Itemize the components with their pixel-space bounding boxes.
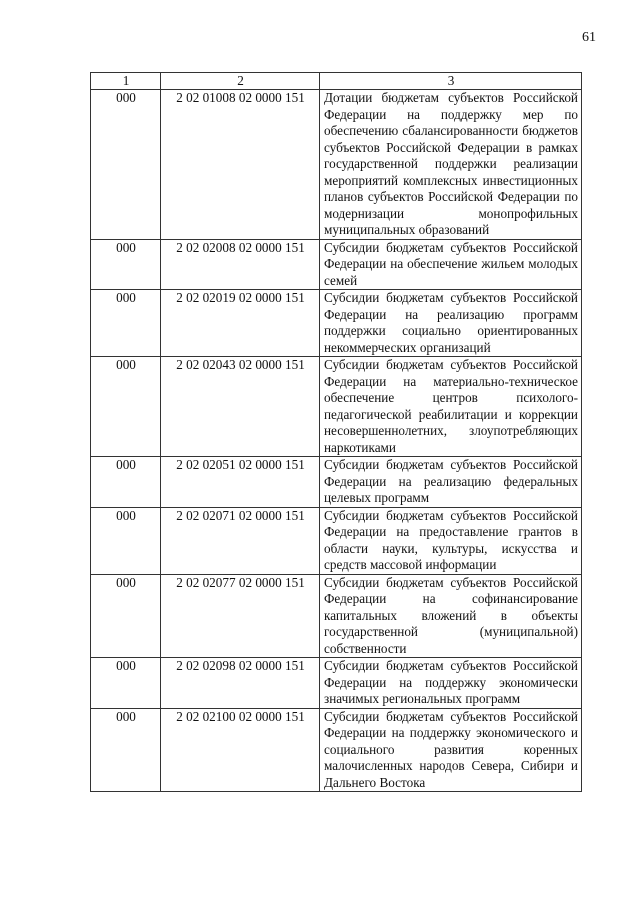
table-row xyxy=(91,457,582,508)
budget-code-cell: 2 02 01008 02 0000 151 xyxy=(161,90,320,240)
admin-code-cell: 000 xyxy=(91,290,161,357)
table-row xyxy=(91,574,582,658)
description-cell: Субсидии бюджетам субъектов Российской Федерации на поддержку экономического и социального развития коренных малочисленных народов Севера, Сибири и Дальнего Востока xyxy=(320,708,582,792)
admin-code-cell: 000 xyxy=(91,658,161,709)
budget-code-cell: 2 02 02043 02 0000 151 xyxy=(161,357,320,457)
admin-code-cell: 000 xyxy=(91,357,161,457)
table-row xyxy=(91,658,582,709)
budget-code-cell: 2 02 02008 02 0000 151 xyxy=(161,239,320,290)
description-cell: Субсидии бюджетам субъектов Российской Федерации на поддержку экономически значимых региональных программ xyxy=(320,658,582,709)
column-header-2: 2 xyxy=(161,73,320,90)
admin-code-cell: 000 xyxy=(91,457,161,508)
budget-code-cell: 2 02 02098 02 0000 151 xyxy=(161,658,320,709)
description-cell: Дотации бюджетам субъектов Российской Федерации на поддержку мер по обеспечению сбалансированности бюджетов субъектов Российской Федерации в рамках государственной поддержки реализации мероприятий комплексных инвестиционных планов субъектов Российской Федерации по модернизации монопрофильных муниципальных образований xyxy=(320,90,582,240)
table-row xyxy=(91,357,582,457)
column-header-3: 3 xyxy=(320,73,582,90)
budget-code-cell: 2 02 02077 02 0000 151 xyxy=(161,574,320,658)
description-cell: Субсидии бюджетам субъектов Российской Федерации на софинансирование капитальных вложений в объекты государственной (муниципальной) собственности xyxy=(320,574,582,658)
budget-code-cell: 2 02 02071 02 0000 151 xyxy=(161,507,320,574)
budget-code-cell: 2 02 02100 02 0000 151 xyxy=(161,708,320,792)
description-cell: Субсидии бюджетам субъектов Российской Федерации на реализацию федеральных целевых программ xyxy=(320,457,582,508)
description-cell: Субсидии бюджетам субъектов Российской Федерации на обеспечение жильем молодых семей xyxy=(320,239,582,290)
description-cell: Субсидии бюджетам субъектов Российской Федерации на предоставление грантов в области науки, культуры, искусства и средств массовой информации xyxy=(320,507,582,574)
description-cell: Субсидии бюджетам субъектов Российской Федерации на реализацию программ поддержки социально ориентированных некоммерческих организаций xyxy=(320,290,582,357)
admin-code-cell: 000 xyxy=(91,90,161,240)
budget-code-cell: 2 02 02019 02 0000 151 xyxy=(161,290,320,357)
table-header-row xyxy=(91,73,582,90)
description-cell: Субсидии бюджетам субъектов Российской Федерации на материально-техническое обеспечение центров психолого-педагогической реабилитации и коррекции несовершеннолетних, злоупотребляющих наркотиками xyxy=(320,357,582,457)
admin-code-cell: 000 xyxy=(91,507,161,574)
budget-classification-table xyxy=(90,72,582,792)
budget-code-cell: 2 02 02051 02 0000 151 xyxy=(161,457,320,508)
table-row xyxy=(91,290,582,357)
table-row xyxy=(91,90,582,240)
admin-code-cell: 000 xyxy=(91,574,161,658)
admin-code-cell: 000 xyxy=(91,708,161,792)
page-number: 61 xyxy=(582,30,596,45)
table-row xyxy=(91,507,582,574)
column-header-1: 1 xyxy=(91,73,161,90)
table-row xyxy=(91,239,582,290)
admin-code-cell: 000 xyxy=(91,239,161,290)
table-row xyxy=(91,708,582,792)
